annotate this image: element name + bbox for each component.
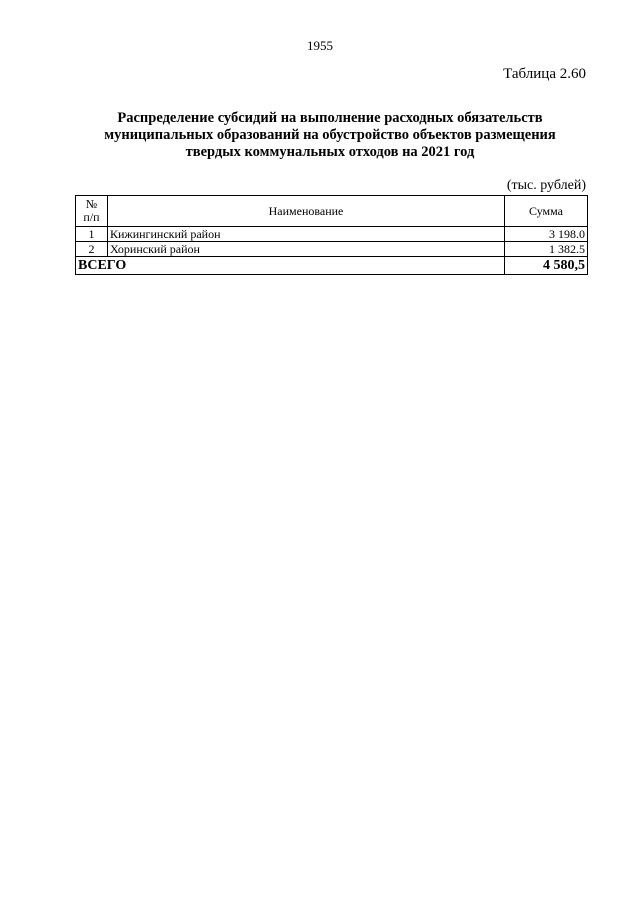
subsidies-table [75, 195, 588, 275]
units-label: (тыс. рублей) [506, 178, 586, 193]
header-sum: Сумма [505, 196, 588, 227]
header-number-line2: п/п [83, 210, 100, 224]
row-number: 2 [76, 242, 108, 257]
row-number: 1 [76, 227, 108, 242]
row-name: Кижингинский район [108, 227, 505, 242]
document-title [60, 110, 600, 161]
header-number [76, 196, 108, 227]
table-row [76, 227, 588, 242]
table-header-row [76, 196, 588, 227]
row-sum: 3 198.0 [505, 227, 588, 242]
total-row [76, 257, 588, 275]
title-line: твердых коммунальных отходов на 2021 год [185, 144, 475, 160]
total-sum: 4 580,5 [505, 257, 588, 275]
row-name: Хоринский район [108, 242, 505, 257]
page-number: 1955 [307, 38, 333, 53]
header-number-line1: № [85, 197, 98, 211]
table-caption: Таблица 2.60 [503, 66, 586, 82]
row-sum: 1 382.5 [505, 242, 588, 257]
table-row [76, 242, 588, 257]
header-name: Наименование [108, 196, 505, 227]
total-label: ВСЕГО [76, 257, 505, 275]
title-line: Распределение субсидий на выполнение расходных обязательств [117, 110, 543, 126]
title-line: муниципальных образований на обустройство объектов размещения [104, 127, 556, 143]
